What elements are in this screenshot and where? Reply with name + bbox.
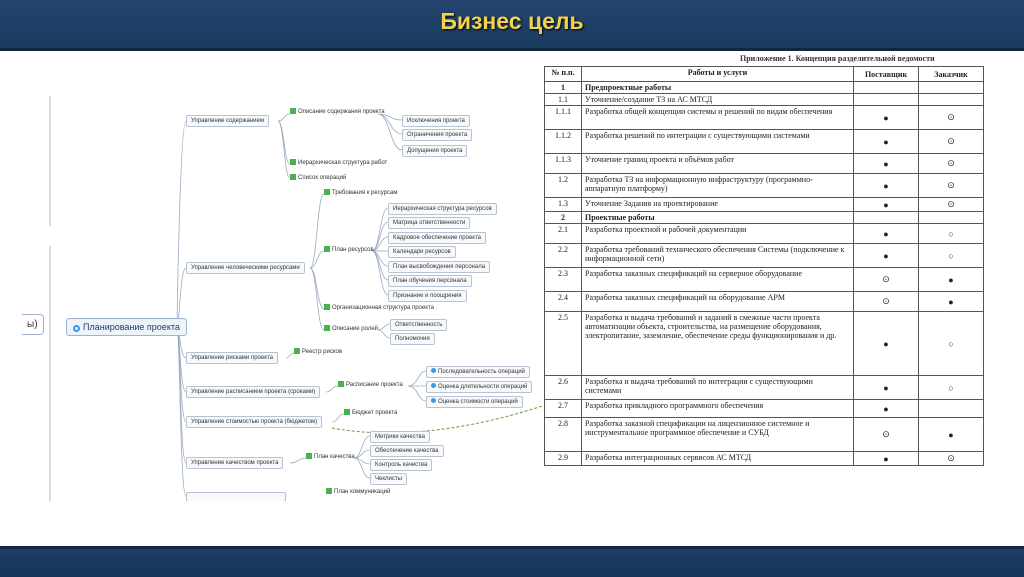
row-supplier-mark: ● [854, 198, 919, 212]
mm-budget[interactable]: Бюджет проекта [344, 409, 397, 417]
row-work-description: Разработка проектной и рабочей документации [582, 224, 854, 244]
row-supplier-mark: ● [854, 130, 919, 154]
mm-risk-register[interactable]: Реестр рисков [294, 348, 342, 356]
table-row [545, 292, 984, 312]
row-work-description: Разработка общей концепции системы и решений по видам обеспечения [582, 106, 854, 130]
row-number: 2.7 [545, 400, 582, 418]
mm-leaf[interactable]: Кадровое обеспечение проекта [388, 232, 486, 244]
row-customer-mark [919, 94, 984, 106]
column-header-customer: Заказчик [919, 67, 984, 82]
mm-role-description[interactable]: Описание ролей [324, 325, 378, 333]
row-supplier-mark: ● [854, 154, 919, 174]
row-number: 1 [545, 82, 582, 94]
row-customer-mark: ○ [919, 224, 984, 244]
row-supplier-mark: ⊙ [854, 292, 919, 312]
table-row [545, 376, 984, 400]
table-row [545, 82, 984, 94]
mm-leaf[interactable]: План высвобождения персонала [388, 261, 490, 273]
mm-leaf[interactable]: Признание и поощрения [388, 290, 467, 302]
row-supplier-mark: ● [854, 244, 919, 268]
mm-leaf[interactable]: Календари ресурсов [388, 246, 456, 258]
row-number: 1.1.2 [545, 130, 582, 154]
column-header-num: № п.п. [545, 67, 582, 82]
mm-leaf[interactable]: Иерархическая структура ресурсов [388, 203, 497, 215]
row-work-description: Разработка решений по интеграции с существующими системами [582, 130, 854, 154]
mm-leaf[interactable]: Полномочия [390, 333, 435, 345]
table-row [545, 452, 984, 466]
mm-leaf[interactable]: План обучения персонала [388, 275, 472, 287]
row-customer-mark [919, 82, 984, 94]
row-customer-mark: ● [919, 292, 984, 312]
document-caption: Приложение 1. Концепция разделительной ведомости [740, 54, 935, 63]
row-supplier-mark [854, 212, 919, 224]
mindmap-parent-node[interactable]: ы) [22, 314, 44, 335]
mm-leaf[interactable]: Оценка стоимости операций [426, 396, 523, 408]
table-row [545, 268, 984, 292]
mm-leaf[interactable]: Оценка длительности операций [426, 381, 532, 393]
row-work-description: Уточнение/создание ТЗ на АС МТСД [582, 94, 854, 106]
mm-branch-schedule[interactable]: Управление расписанием проекта (сроками) [186, 386, 320, 398]
row-work-description: Уточнение Задания на проектирование [582, 198, 854, 212]
table-body [545, 82, 984, 466]
row-number: 1.1.1 [545, 106, 582, 130]
mm-branch-cost[interactable]: Управление стоимостью проекта (бюджетом) [186, 416, 322, 428]
mm-leaf[interactable]: Контроль качества [370, 459, 432, 471]
mm-leaf[interactable]: Ограничения проекта [402, 129, 472, 141]
mindmap-node-icon [73, 325, 80, 332]
mm-leaf[interactable]: Метрики качества [370, 431, 430, 443]
mm-leaf[interactable]: Ответственность [390, 319, 447, 331]
row-supplier-mark: ● [854, 452, 919, 466]
row-customer-mark: ○ [919, 312, 984, 376]
row-supplier-mark: ● [854, 376, 919, 400]
row-work-description: Разработка требований технического обеспечения Системы (подключение к информационной сети) [582, 244, 854, 268]
row-number: 2.1 [545, 224, 582, 244]
row-number: 1.3 [545, 198, 582, 212]
row-customer-mark: ⊙ [919, 452, 984, 466]
table-row [545, 94, 984, 106]
table-row [545, 244, 984, 268]
table-row [545, 106, 984, 130]
table-row [545, 418, 984, 452]
table-row [545, 154, 984, 174]
row-customer-mark: ● [919, 268, 984, 292]
column-header-supplier: Поставщик [854, 67, 919, 82]
mm-leaf[interactable]: Последовательность операций [426, 366, 530, 378]
slide-title: Бизнес цель [440, 8, 584, 34]
table-header-row [545, 67, 984, 82]
row-supplier-mark [854, 94, 919, 106]
responsibility-table [544, 66, 984, 466]
row-work-description: Разработка и выдача требований и заданий в смежные части проекта автоматизации объекта, строительства, на размещение оборудования, электропитание, заземление, обеспечение среды функционирования и др. [582, 312, 854, 376]
table-row [545, 312, 984, 376]
row-customer-mark: ⊙ [919, 130, 984, 154]
mm-branch-partial[interactable] [186, 492, 286, 501]
row-supplier-mark: ● [854, 106, 919, 130]
responsibility-document [544, 52, 986, 518]
row-customer-mark [919, 212, 984, 224]
row-supplier-mark: ⊙ [854, 268, 919, 292]
mm-leaf[interactable]: Обеспечение качества [370, 445, 444, 457]
row-customer-mark: ○ [919, 244, 984, 268]
mm-quality-plan[interactable]: План качества [306, 453, 355, 461]
row-supplier-mark: ● [854, 312, 919, 376]
mm-resource-plan[interactable]: План ресурсов [324, 246, 374, 254]
row-work-description: Разработка ТЗ на информационную инфраструктуру (программно-аппаратную платформу) [582, 174, 854, 198]
row-number: 2.6 [545, 376, 582, 400]
mm-leaf[interactable]: Матрица ответственности [388, 217, 470, 229]
row-work-description: Уточнение границ проекта и объёмов работ [582, 154, 854, 174]
mm-leaf[interactable]: Исключения проекта [402, 115, 470, 127]
mm-branch-scope[interactable]: Управление содержанием [186, 115, 269, 127]
row-number: 2.4 [545, 292, 582, 312]
mm-branch-risk[interactable]: Управление рисками проекта [186, 352, 278, 364]
row-supplier-mark: ⊙ [854, 418, 919, 452]
mm-org-structure[interactable]: Организационная структура проекта [324, 304, 434, 312]
mm-branch-hr[interactable]: Управление человеческими ресурсами [186, 262, 305, 274]
mm-branch-quality[interactable]: Управление качеством проекта [186, 457, 283, 469]
row-work-description: Разработка заказной спецификации на лицензионное системное и инструментальное программное обеспечение и СУБД [582, 418, 854, 452]
row-work-description: Предпроектные работы [582, 82, 854, 94]
row-number: 2.9 [545, 452, 582, 466]
row-customer-mark: ⊙ [919, 174, 984, 198]
row-customer-mark: ⊙ [919, 106, 984, 130]
row-supplier-mark: ● [854, 174, 919, 198]
table-row [545, 130, 984, 154]
row-customer-mark: ⊙ [919, 154, 984, 174]
mm-activity-list[interactable]: Список операций [290, 174, 346, 182]
mm-communications-plan[interactable]: План коммуникаций [326, 488, 390, 496]
row-work-description: Разработка заказных спецификаций на серверное оборудование [582, 268, 854, 292]
row-customer-mark: ⊙ [919, 198, 984, 212]
row-work-description: Разработка заказных спецификаций на оборудование АРМ [582, 292, 854, 312]
row-number: 1.1.3 [545, 154, 582, 174]
table-row [545, 198, 984, 212]
mm-leaf[interactable]: Допущения проекта [402, 145, 467, 157]
row-number: 2.8 [545, 418, 582, 452]
table-row [545, 224, 984, 244]
mindmap [22, 96, 542, 501]
row-number: 1.1 [545, 94, 582, 106]
row-number: 2.3 [545, 268, 582, 292]
table-row [545, 212, 984, 224]
row-work-description: Разработка и выдача требований по интеграции с существующими системами [582, 376, 854, 400]
table-row [545, 174, 984, 198]
column-header-works: Работы и услуги [582, 67, 854, 82]
footer-bar [0, 546, 1024, 577]
row-supplier-mark: ● [854, 400, 919, 418]
row-customer-mark: ○ [919, 376, 984, 400]
row-supplier-mark [854, 82, 919, 94]
mm-leaf[interactable]: Чеклисты [370, 473, 407, 485]
row-work-description: Разработка прикладного программного обеспечения [582, 400, 854, 418]
header-bar [0, 0, 1024, 51]
mindmap-root-node[interactable]: Планирование проекта [66, 318, 187, 336]
row-supplier-mark: ● [854, 224, 919, 244]
row-number: 2.5 [545, 312, 582, 376]
row-number: 1.2 [545, 174, 582, 198]
row-customer-mark [919, 400, 984, 418]
table-row [545, 400, 984, 418]
mm-resource-requirements[interactable]: Требования к ресурсам [324, 189, 397, 197]
mm-scope-description[interactable]: Описание содержания проекта [290, 108, 385, 116]
mm-wbs[interactable]: Иерархическая структура работ [290, 159, 387, 167]
mm-schedule[interactable]: Расписание проекта [338, 381, 403, 389]
row-number: 2.2 [545, 244, 582, 268]
row-work-description: Проектные работы [582, 212, 854, 224]
row-customer-mark: ● [919, 418, 984, 452]
row-work-description: Разработка интеграционных сервисов АС МТСД [582, 452, 854, 466]
row-number: 2 [545, 212, 582, 224]
